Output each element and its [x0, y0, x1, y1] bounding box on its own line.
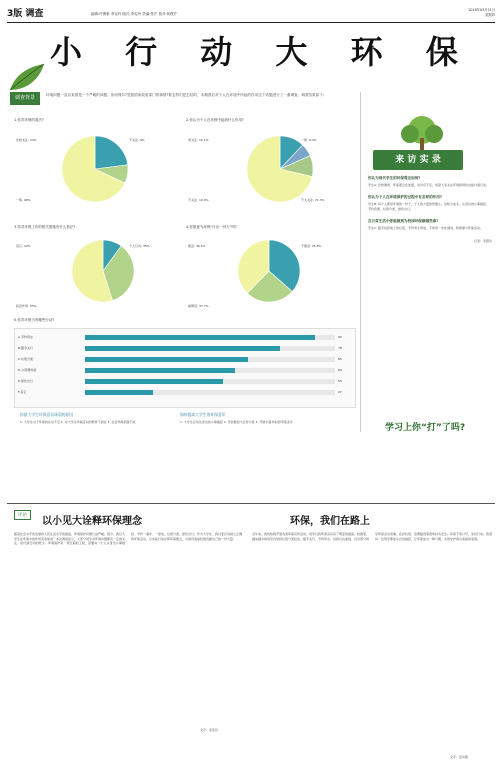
bar-mark	[85, 346, 280, 351]
sidebar-a3: 学生C: 随手捡起地上的垃圾，节约用水用电，不使用一次性餐具，积极参与环保活动。	[368, 226, 484, 231]
sidebar-a1: 学生A: 比较薄弱，环保观念在加强，但仍有不足，希望大家关注环境的同时也能付诸行动。	[368, 183, 489, 187]
pie4-legend-0: 愿意: 36.5%	[188, 244, 206, 248]
bar-category-label: B.随手关灯	[18, 346, 34, 350]
comment-tag: 评论	[14, 510, 31, 520]
editor-credits: 编辑:许博豪 李宪玲 版式:李宪玲 责编:张芹 校对:何俊芹	[91, 12, 178, 16]
pie3-legend	[14, 234, 184, 314]
pie2-legend-2: 不关注: 10.3%	[188, 198, 209, 202]
article2-body: 近年来，我校积极开展各类环保宣传活动，同学们的环保意识有了明显的提高。校园里，越来越多的同学自觉将垃圾分类投放，随手关灯，节约用水。但我们也看到，仍有部分同学环保意识淡薄，乱扔垃圾、浪费粮食等现象时有发生。环保不是口号，而是行动。希望每一位同学都能从自身做起，让环保成为一种习惯，共同守护我们美丽的家园。	[252, 532, 492, 541]
sidebar-q1: 你认为现代学生的环保观念如何?	[368, 176, 421, 180]
pie3-legend-2: 政府作用: 55%	[16, 304, 37, 308]
bar-mark	[85, 357, 248, 362]
small-answer-2: 1. 大学生应该从身边的小事做起 2. 学校要加大宣传力度 3. 开展丰富多彩的环保活动	[180, 420, 293, 424]
sidebar-q2: 你认为个人在环境保护的过程中有怎样的作用?	[368, 195, 442, 200]
article1-author: 文字：李宪玲	[200, 728, 219, 732]
bar-value-label: 55	[338, 379, 342, 383]
pie4-legend-1: 不愿意: 25.8%	[301, 244, 322, 248]
small-question-2: 如何提高大学生的环保意识	[180, 412, 226, 417]
bar-category-label: F.其它	[18, 390, 27, 394]
question-1: 1.你对环保的看法?	[14, 118, 44, 122]
bar-mark	[85, 390, 153, 395]
bar-chart	[14, 328, 356, 408]
bar-value-label: 27	[338, 390, 342, 394]
section-divider	[7, 503, 495, 504]
pie1-legend-1: 不关注: 9%	[129, 138, 145, 142]
pie4-legend	[186, 234, 356, 314]
article1-title: 以小见大诠释环保理念	[42, 516, 142, 527]
page-title: 小 行 动 大 环 保	[50, 33, 474, 71]
leaf-decoration-icon	[6, 62, 46, 92]
page-number-tag: 3版 调查	[7, 9, 44, 19]
sidebar-heading: 来 访 实 录	[373, 150, 463, 170]
bar-value-label: 78	[338, 346, 342, 350]
sidebar-qa-list	[368, 176, 492, 243]
question-3: 3.你对环保工作的相关措施有什么看法?	[14, 225, 76, 229]
pie1-legend-0: 比较关注: 23%	[16, 138, 37, 142]
pie1-legend	[14, 128, 184, 214]
bar-mark	[85, 335, 315, 340]
small-question-1: 你最大学生环保意识薄弱的原因	[20, 412, 74, 417]
bar-category-label: E.绿色出行	[18, 379, 33, 383]
sidebar-a2: 学生B: 每个人都是环境的一份子，个人的力量虽然微小，但积少成多，从身边的小事做起，节约资源，垃圾分类，绿色出行。	[368, 202, 490, 211]
article2-author: 文字：张凤翔	[450, 755, 469, 759]
sidebar-reporter: 记者：李霞玲	[473, 238, 492, 243]
intro-text: 环境问题一直以来都是一个严峻的问题。但何保尔?是我国家政府部门的事情?要怎样们是总结的，本期我们对个人在环境中所起的作用这个话题进行了一番调查，调查结果如下:	[46, 93, 325, 97]
question-4: 4.你愿意为环保“付出一份力”吗?	[186, 225, 237, 229]
pie4-legend-2: 看情况: 37.7%	[188, 304, 209, 308]
section-tag: 调查背景	[10, 92, 40, 105]
study-question: 学习上你“打”了吗?	[385, 423, 466, 433]
bar-category-label: D.少用塑料袋	[18, 368, 37, 372]
pie2-legend-3: 不太关注: 71.3%	[301, 198, 325, 202]
bar-category-label: A.节约用水	[18, 335, 33, 339]
pie2-legend-0: 很关注: 12.1%	[188, 138, 209, 142]
sidebar-q3: 在日常生活中你能做到为校园环保做哪些事?	[368, 219, 439, 224]
bar-mark	[85, 379, 223, 384]
pie2-legend-1: 一般: 6.3%	[301, 138, 317, 142]
article2-title: 环保，我们在路上	[290, 516, 370, 527]
bar-value-label: 65	[338, 357, 342, 361]
bar-value-label: 60	[338, 368, 342, 372]
pie3-legend-1: 个人行为: 35%	[129, 244, 150, 248]
bar-category-label: C.垃圾分类	[18, 357, 34, 361]
pie2-legend	[186, 128, 356, 214]
page-header	[7, 4, 495, 26]
bar-mark	[85, 368, 235, 373]
question-5: 5.你对环保当有哪些行动?	[14, 318, 55, 322]
header-rule	[7, 22, 495, 23]
article1-body: 随着社会水平的发展和人民生活水平的提高，环境保护问题日益严峻。现今，我们大学生在环保中的作用究竟如何？本次调查显示，大部分同学对环境问题都有一定的关注，但付诸行动的较少。环境保护是一项长期的工程，需要每一个人从身边小事做起，节约一滴水、一度电，垃圾分类，绿色出行。作为大学生，我们更应该树立正确的环保意识，以实际行动诠释环保理念，为建设美丽校园贡献自己的一份力量。	[14, 532, 242, 546]
question-2: 2.你认为个人在环保中起到什么作用?	[186, 118, 244, 122]
tree-decoration-icon	[392, 114, 452, 150]
bar-value-label: 92	[338, 335, 342, 339]
pie1-legend-2: 一般: 68%	[16, 198, 31, 202]
issue-date	[468, 7, 495, 17]
date-text: 2016年03月31日	[468, 8, 495, 12]
pie3-legend-0: 其它: 10%	[16, 244, 31, 248]
small-answer-1: 1. 大学生对于环保的认识不足 2. 对大学生环保意识的教育不到位 3. 社会环保氛围不浓	[20, 420, 136, 424]
weekday-text: 星期四	[485, 13, 495, 17]
